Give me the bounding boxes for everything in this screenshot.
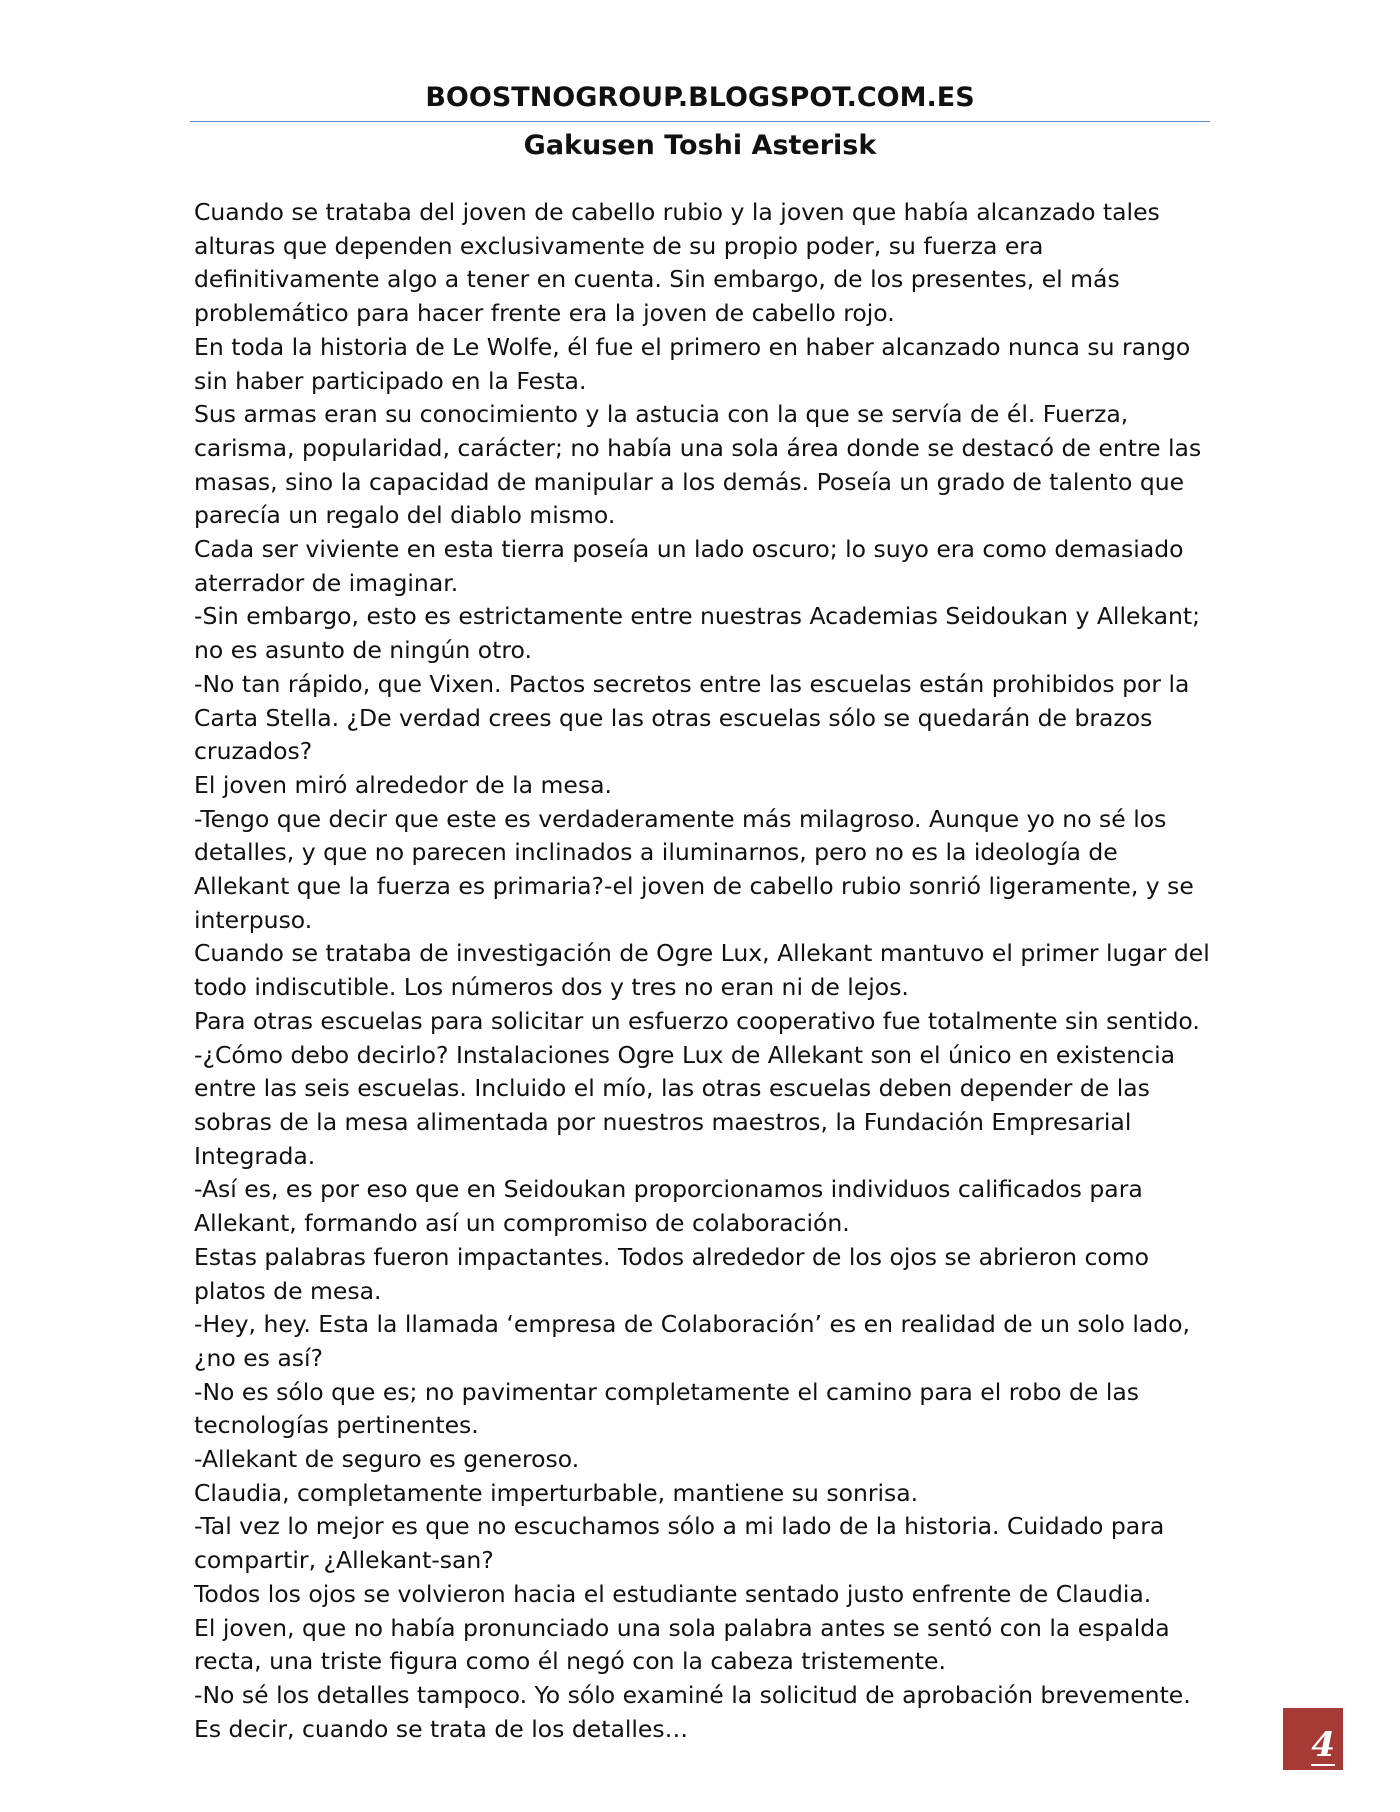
page-header [190, 78, 1210, 166]
page-number: 4 [1311, 1725, 1335, 1765]
paragraph: -Allekant de seguro es generoso. [194, 1445, 580, 1474]
paragraph: Sus armas eran su conocimiento y la astucia con la que se servía de él. Fuerza, carisma, popularidad, carácter; no había una sola área donde se destacó de entre las masas, sino la capacidad de manipular a los demás. Poseía un grado de talento que parecía un regalo del diablo mismo. [194, 400, 1202, 530]
paragraph: -Sin embargo, esto es estrictamente entre nuestras Academias Seidoukan y Allekant; no es asunto de ningún otro. [194, 602, 1201, 665]
document-title: Gakusen Toshi Asterisk [523, 130, 877, 161]
body-text [194, 196, 1214, 1746]
paragraph: Cuando se trataba de investigación de Ogre Lux, Allekant mantuvo el primer lugar del todo indiscutible. Los números dos y tres no eran ni de lejos. [194, 939, 1210, 1002]
paragraph: -¿Cómo debo decirlo? Instalaciones Ogre Lux de Allekant son el único en existencia entre las seis escuelas. Incluido el mío, las otras escuelas deben depender de las sobras de la mesa alimentada por nuestros maestros, la Fundación Empresarial Integrada. [194, 1040, 1175, 1170]
paragraph: El joven, que no había pronunciado una sola palabra antes se sentó con la espalda recta, una triste figura como él negó con la cabeza tristemente. [194, 1613, 1170, 1676]
paragraph: Cada ser viviente en esta tierra poseía un lado oscuro; lo suyo era como demasiado aterrador de imaginar. [194, 535, 1184, 597]
paragraph: Para otras escuelas para solicitar un esfuerzo cooperativo fue totalmente sin sentido. [194, 1006, 1200, 1035]
paragraph: -Tengo que decir que este es verdaderamente más milagroso. Aunque yo no sé los detalles, y que no parecen inclinados a iluminarnos, pero no es la ideología de Allekant que la fuerza es primaria?-el joven de cabello rubio sonrió ligeramente, y se interpuso. [194, 804, 1194, 934]
paragraph: Estas palabras fueron impactantes. Todos alrededor de los ojos se abrieron como platos de mesa. [194, 1242, 1150, 1305]
paragraph: El joven miró alrededor de la mesa. [194, 770, 612, 799]
paragraph: -No sé los detalles tampoco. Yo sólo examiné la solicitud de aprobación brevemente. Es decir, cuando se trata de los detalles… [194, 1680, 1191, 1743]
paragraph: Cuando se trataba del joven de cabello rubio y la joven que había alcanzado tales alturas que dependen exclusivamente de su propio poder, su fuerza era definitivamente algo a tener en cuenta. Sin embargo, de los presentes, el más problemático para hacer frente era la joven de cabello rojo. [194, 198, 1160, 328]
page-number-badge [1283, 1708, 1343, 1770]
paragraph: -Así es, es por eso que en Seidoukan proporcionamos individuos calificados para Allekant, formando así un compromiso de colaboración. [194, 1175, 1143, 1238]
paragraph: Todos los ojos se volvieron hacia el estudiante sentado justo enfrente de Claudia. [194, 1579, 1152, 1608]
header-divider [190, 121, 1210, 122]
paragraph: -Tal vez lo mejor es que no escuchamos sólo a mi lado de la historia. Cuidado para compartir, ¿Allekant-san? [194, 1512, 1165, 1575]
paragraph: -Hey, hey. Esta la llamada ‘empresa de Colaboración’ es en realidad de un solo lado, ¿no es así? [194, 1310, 1191, 1372]
site-title: BOOSTNOGROUP.BLOGSPOT.COM.ES [425, 82, 975, 113]
paragraph: Claudia, completamente imperturbable, mantiene su sonrisa. [194, 1478, 919, 1507]
paragraph: -No es sólo que es; no pavimentar completamente el camino para el robo de las tecnologías pertinentes. [194, 1377, 1140, 1440]
paragraph: -No tan rápido, que Vixen. Pactos secretos entre las escuelas están prohibidos por la Carta Stella. ¿De verdad crees que las otras escuelas sólo se quedarán de brazos cruzados? [194, 669, 1190, 766]
paragraph: En toda la historia de Le Wolfe, él fue el primero en haber alcanzado nunca su rango sin haber participado en la Festa. [194, 332, 1191, 395]
